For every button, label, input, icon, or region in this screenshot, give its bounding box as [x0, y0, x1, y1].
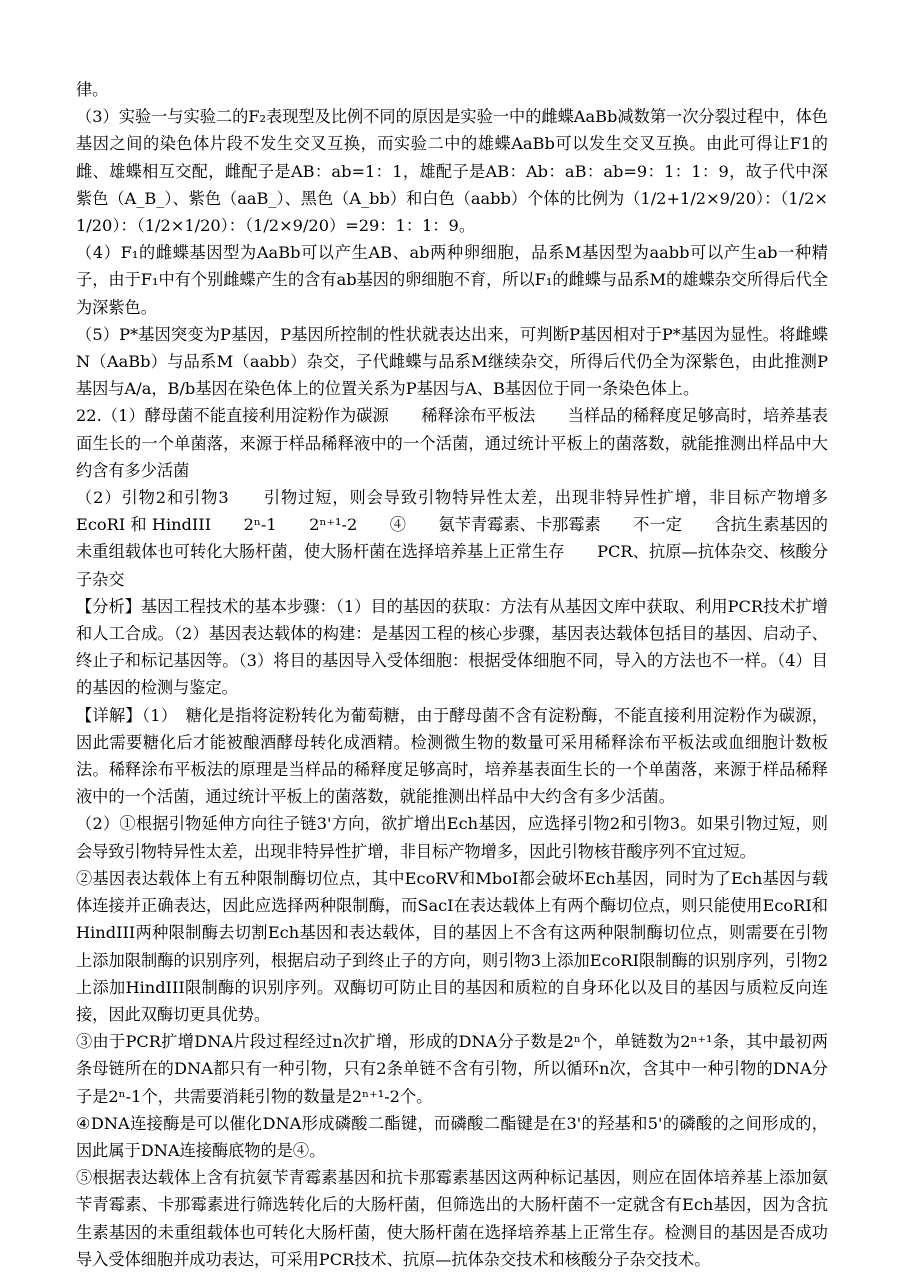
- paragraph-0: 律。: [76, 80, 109, 99]
- paragraph-1: （3）实验一与实验二的F₂表现型及比例不同的原因是实验一中的雌蝶AaBb减数第一次分裂过程中，体色基因之间的染色体片段不发生交叉互换，而实验二中的雄蝶AaBb可以发生交叉互换。由此可得让F1的雌、雄蝶相互交配，雌配子是AB：ab=1：1，雄配子是AB：Ab：aB：ab=9：1：1：9，故子代中深紫色（A_B_）、紫色（aaB_）、黑色（A_bb）和白色（aabb）个体的比例为（1/2+1/2×9/20）：（1/2×1/20）：（1/2×1/20）：（1/2×9/20）=29：1：1：9。: [76, 107, 828, 236]
- paragraph-3: （5）P*基因突变为P基因，P基因所控制的性状就表达出来，可判断P基因相对于P*基因为显性。将雌蝶N（AaBb）与品系M（aabb）杂交，子代雌蝶与品系M继续杂交，所得后代仍全为深紫色，由此推测P基因与A/a，B/b基因在染色体上的位置关系为P基因与A、B基因位于同一条染色体上。: [76, 324, 828, 399]
- paragraph-4: 22.（1）酵母菌不能直接利用淀粉作为碳源 稀释涂布平板法 当样品的稀释度足够高时，培养基表面生长的一个单菌落，来源于样品稀释液中的一个活菌，通过统计平板上的菌落数，就能推测出样品中大约含有多少活菌: [76, 406, 828, 480]
- paragraph-10: ③由于PCR扩增DNA片段过程经过n次扩增，形成的DNA分子数是2ⁿ个，单链数为2ⁿ⁺¹条，其中最初两条母链所在的DNA都只有一种引物，只有2条单链不含有引物，所以循环n次，含其中一种引物的DNA分子是2ⁿ-1个，共需要消耗引物的数量是2ⁿ⁺¹-2个。: [76, 1032, 828, 1106]
- paragraph-11: ④DNA连接酶是可以催化DNA形成磷酸二酯键，而磷酸二酯键是在3'的羟基和5'的磷酸的之间形成的，因此属于DNA连接酶底物的是④。: [76, 1113, 828, 1160]
- paragraph-12: ⑤根据表达载体上含有抗氨苄青霉素基因和抗卡那霉素基因这两种标记基因，则应在固体培养基上添加氨苄青霉素、卡那霉素进行筛选转化后的大肠杆菌，但筛选出的大肠杆菌不一定就含有Ech基因，因为含抗生素基因的未重组载体也可转化大肠杆菌，使大肠杆菌在选择培养基上正常生存。检测目的基因是否成功导入受体细胞并成功表达，可采用PCR技术、抗原—抗体杂交技术和核酸分子杂交技术。: [76, 1168, 828, 1269]
- paragraph-5: （2）引物2和引物3 引物过短，则会导致引物特异性太差，出现非特异性扩增，非目标产物增多 EcoRI 和 HindIII 2ⁿ-1 2ⁿ⁺¹-2 ④ 氨苄青霉素、卡那霉素 不一定 含抗生素基因的未重组载体也可转化大肠杆菌，使大肠杆菌在选择培养基上正常生存 PCR、抗原—抗体杂交、核酸分子杂交: [76, 488, 861, 589]
- paragraph-9: ②基因表达载体上有五种限制酶切位点，其中EcoRV和MboI都会破坏Ech基因，同时为了Ech基因与载体连接并正确表达，因此应选择两种限制酶，而SacI在表达载体上有两个酶切位点，则只能使用EcoRI和HindIII两种限制酶去切割Ech基因和表达载体，目的基因上不含有这两种限制酶切位点，则需要在引物上添加限制酶的识别序列，根据启动子到终止子的方向，则引物3上添加EcoRI限制酶的识别序列，引物2上添加HindIII限制酶的识别序列。双酶切可防止目的基因和质粒的自身环化以及目的基因与质粒反向连接，因此双酶切更具优势。: [76, 868, 828, 1024]
- paragraph-8: （2）①根据引物延伸方向往子链3'方向，欲扩增出Ech基因，应选择引物2和引物3。如果引物过短，则会导致引物特异性太差，出现非特异性扩增，非目标产物增多，因此引物核苷酸序列不宜过短。: [76, 814, 828, 861]
- paragraph-6: 【分析】基因工程技术的基本步骤：（1）目的基因的获取：方法有从基因文库中获取、利用PCR技术扩增和人工合成。（2）基因表达载体的构建：是基因工程的核心步骤，基因表达载体包括目的基因、启动子、终止子和标记基因等。（3）将目的基因导入受体细胞：根据受体细胞不同，导入的方法也不一样。（4）目的基因的检测与鉴定。: [76, 596, 828, 698]
- paragraph-2: （4）F₁的雌蝶基因型为AaBb可以产生AB、ab两种卵细胞，品系M基因型为aabb可以产生ab一种精子，由于F₁中有个别雌蝶产生的含有ab基因的卵细胞不育，所以F₁的雌蝶与品系M的雄蝶杂交所得后代全为深紫色。: [76, 243, 828, 317]
- paragraph-7: 【详解】（1） 糖化是指将淀粉转化为葡萄糖，由于酵母菌不含有淀粉酶，不能直接利用淀粉作为碳源，因此需要糖化后才能被酿酒酵母转化成酒精。检测微生物的数量可采用稀释涂布平板法或血细胞计数板法。稀释涂布平板法的原理是当样品的稀释度足够高时，培养基表面生长的一个单菌落，来源于样品稀释液中的一个活菌，通过统计平板上的菌落数，就能推测出样品中大约含有多少活菌。: [76, 705, 828, 807]
